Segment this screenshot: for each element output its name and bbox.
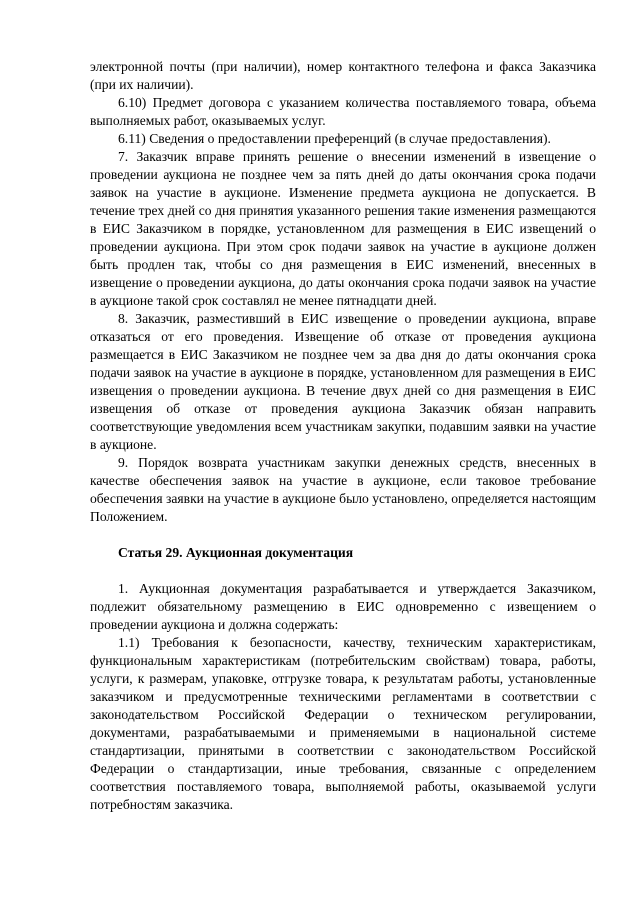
document-page <box>90 58 596 814</box>
paragraph-contact-continuation: электронной почты (при наличии), номер контактного телефона и факса Заказчика (при их наличии). <box>90 59 596 92</box>
paragraph-6-11: 6.11) Сведения о предоставлении преференций (в случае предоставления). <box>118 131 551 146</box>
paragraph-6-10: 6.10) Предмет договора с указанием количества поставляемого товара, объема выполняемых работ, оказываемых услуг. <box>90 95 596 128</box>
paragraph-7: 7. Заказчик вправе принять решение о внесении изменений в извещение о проведении аукциона не позднее чем за пять дней до даты окончания срока подачи заявок на участие в аукционе. Изменение предмета аукциона не допускается. В течение трех дней со дня принятия указанного решения такие изменения размещаются в ЕИС Заказчиком в порядке, установленном для размещения в ЕИС извещений о проведении аукциона. При этом срок подачи заявок на участие в аукционе должен быть продлен так, чтобы со дня размещения в ЕИС изменений, внесенных в извещение о проведении аукциона, до даты окончания срока подачи заявок на участие в аукционе такой срок составлял не менее пятнадцати дней. <box>90 149 596 308</box>
paragraph-29-1: 1. Аукционная документация разрабатывается и утверждается Заказчиком, подлежит обязательному размещению в ЕИС одновременно с извещением о проведении аукциона и должна содержать: <box>90 581 596 632</box>
article-29-heading: Статья 29. Аукционная документация <box>118 545 354 560</box>
paragraph-29-1-1: 1.1) Требования к безопасности, качеству, техническим характеристикам, функциональным характеристикам (потребительским свойствам) товара, работы, услуги, к размерам, упаковке, отгрузке товара, к результатам работы, установленные заказчиком и предусмотренные техническими регламентами в соответствии с законодательством Российской Федерации о техническом регулировании, документами, разрабатываемыми и применяемыми в национальной системе стандартизации, принятыми в соответствии с законодательством Российской Федерации о стандартизации, иные требования, связанные с определением соответствия поставляемого товара, выполняемой работы, оказываемой услуги потребностям заказчика. <box>90 635 596 812</box>
paragraph-8: 8. Заказчик, разместивший в ЕИС извещение о проведении аукциона, вправе отказаться от его проведения. Извещение об отказе от проведения аукциона размещается в ЕИС Заказчиком не позднее чем за два дня до даты окончания срока подачи заявок на участие в аукционе в порядке, установленном для размещения в ЕИС извещения о проведении аукциона. В течение двух дней со дня размещения в ЕИС извещения об отказе от проведения аукциона Заказчик обязан направить соответствующие уведомления всем участникам закупки, подавшим заявки на участие в аукционе. <box>90 311 596 452</box>
paragraph-9: 9. Порядок возврата участникам закупки денежных средств, внесенных в качестве обеспечения заявок на участие в аукционе, если таковое требование обеспечения заявки на участие в аукционе было установлено, определяется настоящим Положением. <box>90 455 596 524</box>
